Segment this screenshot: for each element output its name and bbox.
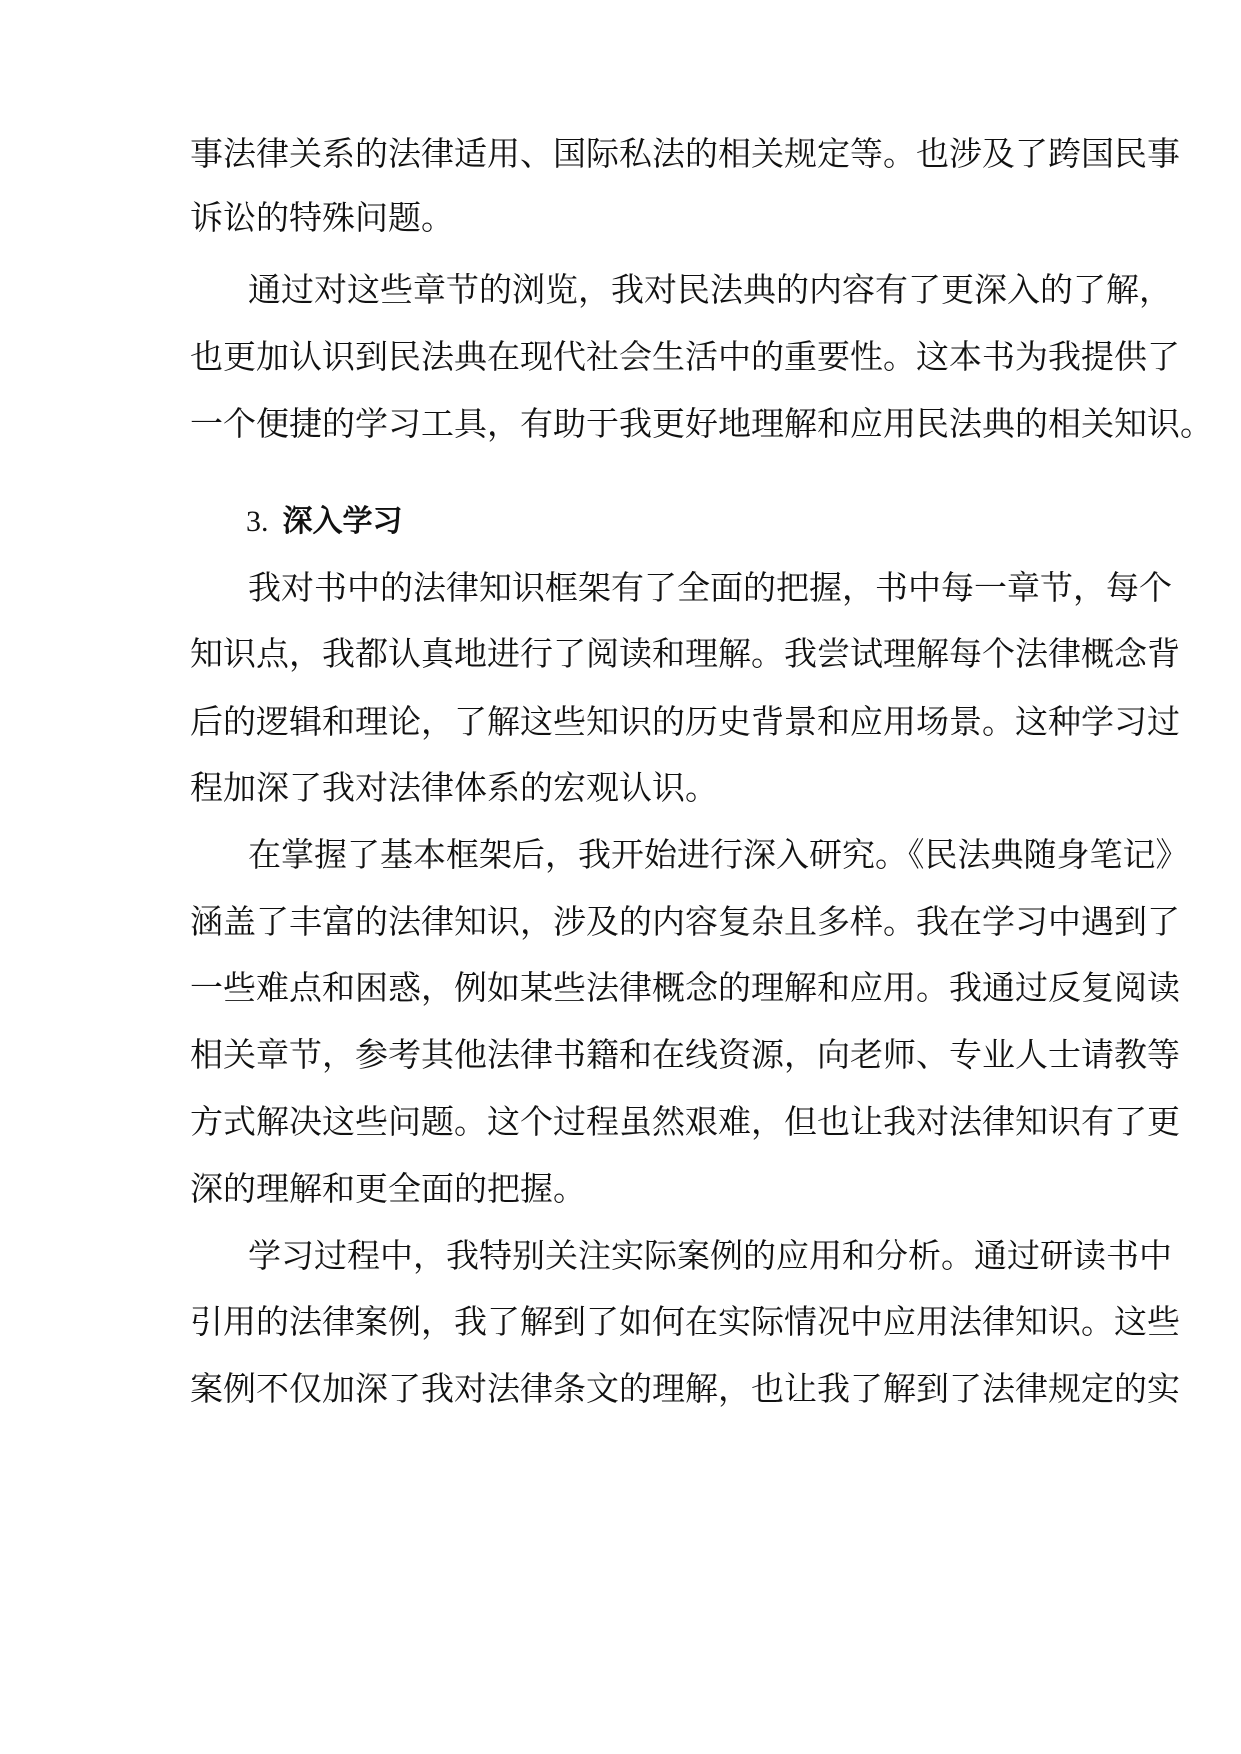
paragraph-4-line-5: 方式解决这些问题。这个过程虽然艰难，但也让我对法律知识有了更 [190,1102,1180,1141]
paragraph-4-line-2: 涵盖了丰富的法律知识，涉及的内容复杂且多样。我在学习中遇到了 [190,902,1180,941]
section-number: 3. [246,505,269,538]
paragraph-3-line-3: 后的逻辑和理论，了解这些知识的历史背景和应用场景。这种学习过 [190,702,1180,741]
paragraph-1-line-2: 诉讼的特殊问题。 [190,198,454,237]
paragraph-2-line-3: 一个便捷的学习工具，有助于我更好地理解和应用民法典的相关知识。 [190,404,1213,443]
paragraph-4-line-4: 相关章节，参考其他法律书籍和在线资源，向老师、专业人士请教等 [190,1035,1180,1074]
paragraph-5-line-1: 学习过程中，我特别关注实际案例的应用和分析。通过研读书中 [248,1236,1172,1275]
paragraph-2-line-1: 通过对这些章节的浏览，我对民法典的内容有了更深入的了解， [248,270,1172,309]
paragraph-3-line-4: 程加深了我对法律体系的宏观认识。 [190,768,718,807]
paragraph-5-line-3: 案例不仅加深了我对法律条文的理解，也让我了解到了法律规定的实 [190,1369,1180,1408]
paragraph-3-line-1: 我对书中的法律知识框架有了全面的把握，书中每一章节，每个 [248,568,1172,607]
paragraph-1-line-1: 事法律关系的法律适用、国际私法的相关规定等。也涉及了跨国民事 [190,134,1180,173]
paragraph-4-line-6: 深的理解和更全面的把握。 [190,1169,586,1208]
paragraph-4-line-3: 一些难点和困惑，例如某些法律概念的理解和应用。我通过反复阅读 [190,968,1180,1007]
section-heading [246,502,403,542]
paragraph-3-line-2: 知识点，我都认真地进行了阅读和理解。我尝试理解每个法律概念背 [190,634,1180,673]
paragraph-2-line-2: 也更加认识到民法典在现代社会生活中的重要性。这本书为我提供了 [190,337,1180,376]
section-title: 深入学习 [282,504,403,539]
paragraph-4-line-1: 在掌握了基本框架后，我开始进行深入研究。《民法典随身笔记》 [248,835,1189,874]
paragraph-5-line-2: 引用的法律案例，我了解到了如何在实际情况中应用法律知识。这些 [190,1302,1180,1341]
